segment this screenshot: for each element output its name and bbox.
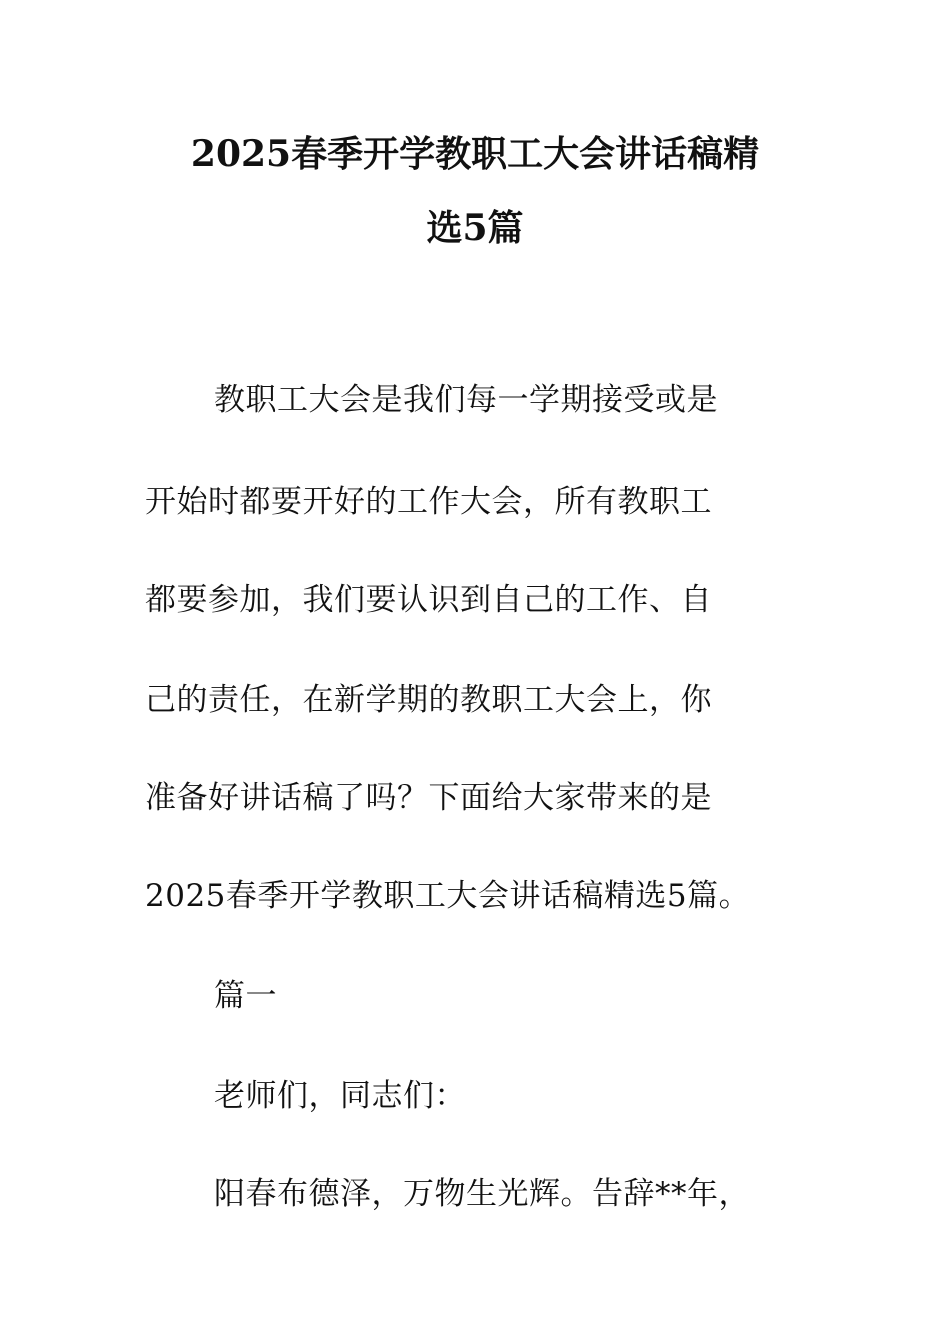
intro-paragraph-line-4: 己的责任，在新学期的教职工大会上，你	[145, 682, 712, 718]
intro-paragraph-line-6: 2025春季开学教职工大会讲话稿精选5篇。	[145, 878, 751, 914]
intro-paragraph-line-5: 准备好讲话稿了吗？下面给大家带来的是	[145, 780, 712, 816]
intro-paragraph-line-3: 都要参加，我们要认识到自己的工作、自	[145, 582, 712, 618]
body-paragraph-line-1: 阳春布德泽，万物生光辉。告辞**年，	[214, 1176, 750, 1212]
intro-paragraph-line-2: 开始时都要开好的工作大会，所有教职工	[145, 484, 712, 520]
intro-paragraph-line-1: 教职工大会是我们每一学期接受或是	[214, 382, 718, 418]
section-heading: 篇一	[214, 978, 277, 1014]
salutation: 老师们，同志们：	[214, 1078, 466, 1114]
document-title-line-2: 选5篇	[426, 207, 524, 249]
document-title-line-1: 2025春季开学教职工大会讲话稿精	[190, 133, 760, 175]
